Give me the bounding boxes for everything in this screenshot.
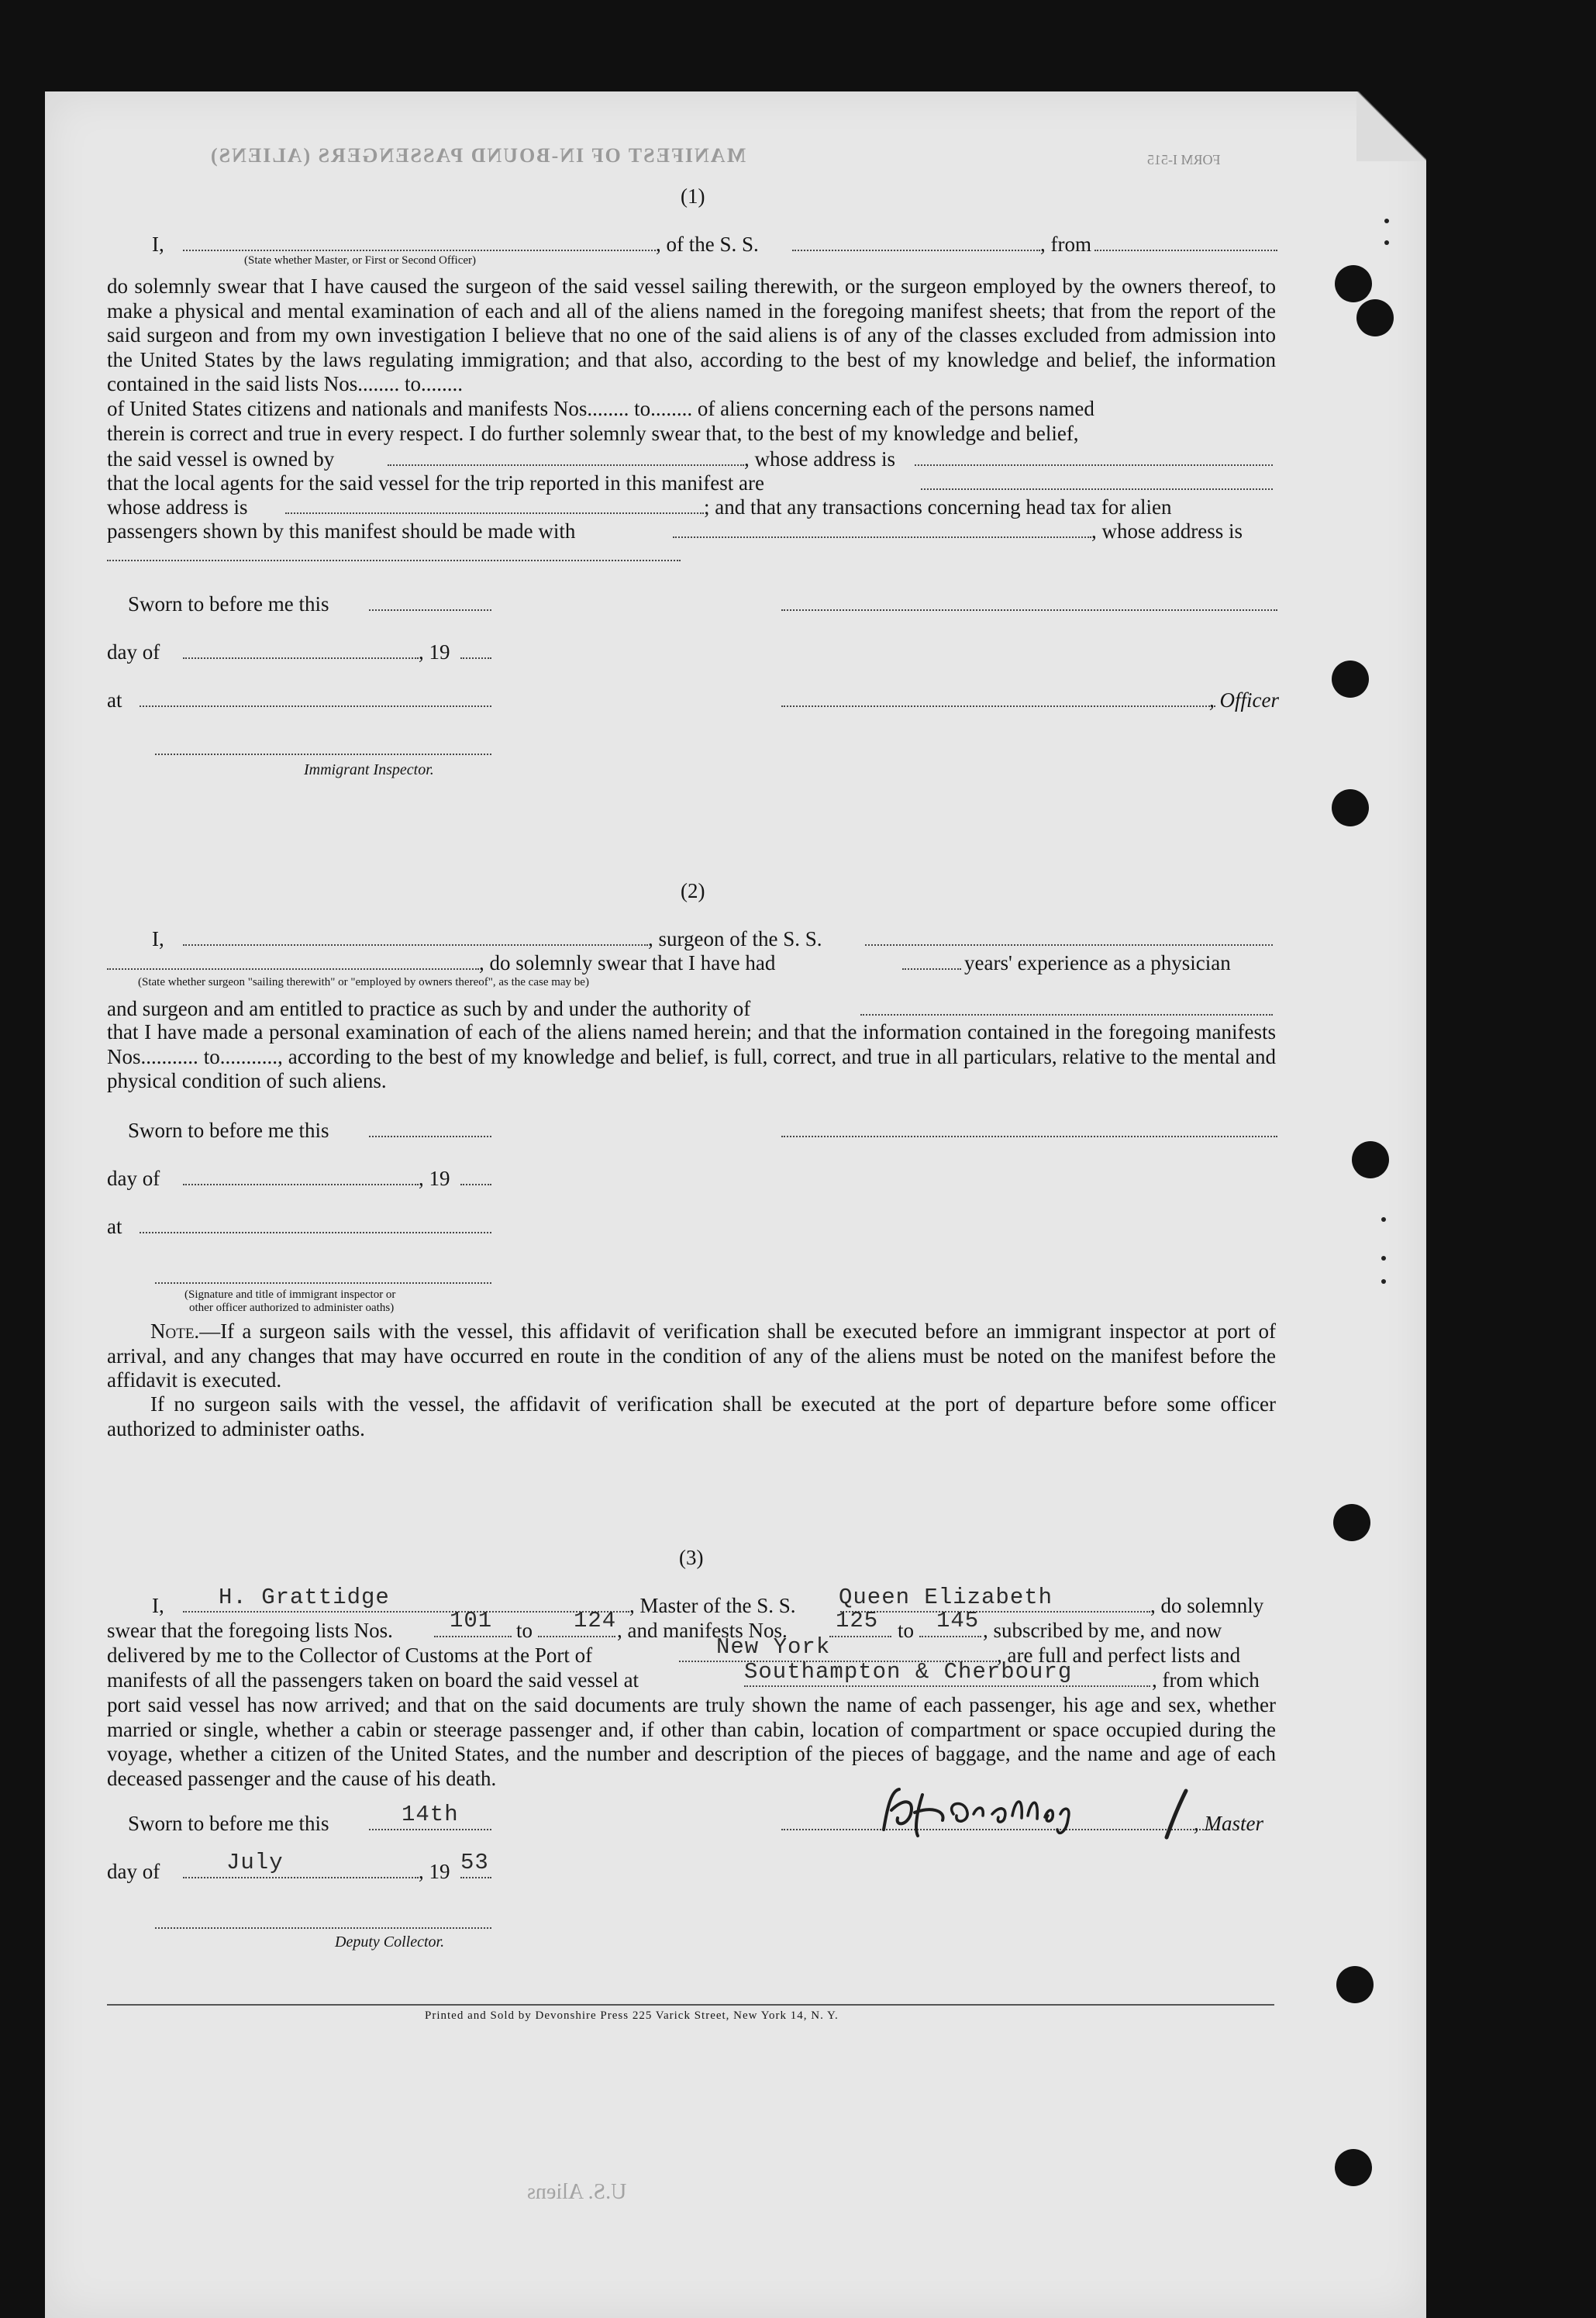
s2-surgeon-of: , surgeon of the S. S. [648,927,822,950]
s3-master-name[interactable]: H. Grattidge [219,1585,390,1610]
note-paragraph-2: If no surgeon sails with the vessel, the affidavit of verification shall be executed at the port of departure before some officer authorized to administer oaths. [107,1392,1276,1440]
s3-body: port said vessel has now arrived; and that on the said documents are truly shown the name of each passenger, his age and sex, whether married or single, whether a cabin or steerage passenger and, if other than cabin, location of compartment or space occupied during the voyage, whether a citizen of the United States, and the number and description of the pieces of baggage, and the name and age of each deceased passenger and the cause of his death. [107,1693,1276,1790]
s1-whose-address-3: , whose address is [1091,519,1243,543]
s1-officer-name-field[interactable] [183,250,656,251]
s1-owner-field[interactable] [388,464,744,466]
s2-sig-caption-1: (Signature and title of immigrant inspector or [184,1288,396,1301]
s3-departure-port[interactable]: Southampton & Cherbourg [744,1659,1073,1685]
section-1-number: (1) [681,185,705,208]
binder-hole [1333,1504,1370,1541]
torn-corner [1356,91,1426,161]
s3-manifests-to-line [919,1636,981,1637]
s3-full-lists: , are full and perfect lists and [997,1644,1241,1667]
s2-status-field[interactable] [107,968,479,970]
s2-day-of: day of [107,1167,160,1190]
s3-master-name-line [183,1611,629,1613]
s3-year-line [460,1877,491,1878]
s1-from: , from [1040,233,1091,256]
s1-agent-address-field[interactable] [285,512,704,514]
s1-agents: that the local agents for the said vessel for the trip reported in this manifest are [107,471,764,495]
s3-lists-to[interactable]: 124 [574,1608,617,1633]
s3-port[interactable]: New York [716,1634,831,1660]
s1-line-citizens: of United States citizens and nationals and manifests Nos........ to........ of aliens concerning each of the persons named [107,397,1094,420]
s1-year: , 19 [419,640,450,664]
s1-day-of: day of [107,640,160,664]
s1-body: do solemnly swear that I have caused the surgeon of the said vessel sailing therewith, or the surgeon employed by the owners thereof, to make a physical and mental examination of each and all of the aliens named in the foregoing manifest sheets; that from the report of the said surgeon and from my own investigation I believe that no one of the said aliens is of any of the classes excluded from admission into the United States by the laws regulating immigration; and that also, according to the best of my knowledge and belief, the information contained in the said lists Nos........ to........ [107,274,1276,396]
s3-manifests-to[interactable]: 145 [936,1608,980,1633]
s3-lists-from[interactable]: 101 [450,1608,493,1633]
s1-owned-by: the said vessel is owned by [107,447,335,471]
s2-line-i: I, [152,927,164,950]
s3-to-1: to [516,1619,533,1642]
binder-hole [1335,265,1372,302]
s2-at-field[interactable] [140,1232,491,1233]
s3-year-suffix[interactable]: 53 [460,1850,489,1875]
s1-contact-address-field[interactable] [107,560,681,561]
s2-sworn-field[interactable] [369,1136,491,1137]
s2-day-field[interactable] [183,1184,419,1185]
s2-surgeon-caption: (State whether surgeon "sailing therewith" or "employed by owners thereof", as the case may be) [138,976,589,988]
s2-authority: and surgeon and am entitled to practice as such by and under the authority of [107,997,751,1020]
s3-ship-name[interactable]: Queen Elizabeth [839,1585,1053,1610]
binder-hole [1352,1141,1389,1178]
speck [1384,219,1389,223]
s1-owner-address-field[interactable] [915,464,1273,466]
s3-year-prefix: , 19 [419,1860,450,1883]
binder-hole [1335,2149,1372,2186]
s2-inspector-signature-field[interactable] [155,1282,491,1284]
s1-sworn-field[interactable] [369,609,491,611]
s1-head-tax: ; and that any transactions concerning head tax for alien [704,495,1172,519]
s1-passengers: passengers shown by this manifest should be made with [107,519,576,543]
s2-body: that I have made a personal examination of each of the aliens named herein; and that the information contained in the foregoing manifests Nos........... to..........., according to the best of my knowledge and belief, is full, correct, and true in all particulars, relative to the mental and physical condition of such aliens. [107,1020,1276,1093]
s3-manifests-from-line [829,1636,891,1637]
s3-sworn-line [369,1829,491,1830]
s1-year-field[interactable] [460,657,491,659]
s3-sworn: Sworn to before me this [128,1812,329,1835]
s3-master-label: , Master [1194,1812,1263,1835]
binder-hole [1356,299,1394,336]
s2-swear: , do solemnly swear that I have had [479,951,776,974]
master-signature [868,1775,1225,1845]
s3-month[interactable]: July [226,1850,284,1875]
speck [1381,1217,1386,1222]
s3-from-which: , from which [1152,1668,1260,1692]
printer-imprint: Printed and Sold by Devonshire Press 225 Varick Street, New York 14, N. Y. [425,2009,839,2022]
section-3-number: (3) [679,1546,704,1569]
s2-years-field[interactable] [902,968,961,970]
s3-deputy-label: Deputy Collector. [335,1933,445,1951]
binder-hole [1336,1966,1374,2003]
note-label: Note. [150,1319,200,1343]
s3-subscribed: , subscribed by me, and now [983,1619,1222,1642]
s1-agents-field[interactable] [921,488,1273,490]
bleed-through-title: MANIFEST OF IN-BOUND PASSENGERS (ALIENS) [209,144,746,167]
s1-tax-contact-field[interactable] [673,536,1091,538]
s2-ship-field[interactable] [865,944,1273,946]
s1-officer-label: , Officer [1209,688,1279,712]
s2-sig-caption-2: other officer authorized to administer oaths) [189,1302,395,1314]
s3-manifests-all: manifests of all the passengers taken on board the said vessel at [107,1668,639,1692]
s2-year: , 19 [419,1167,450,1190]
s3-and-manifests: , and manifests Nos. [617,1619,788,1642]
s1-day-field[interactable] [183,657,419,659]
s3-do-solemnly: , do solemnly [1150,1594,1264,1617]
note-text-1: —If a surgeon sails with the vessel, this affidavit of verification shall be executed before an immigrant inspector at port of arrival, and any changes that may have occurred en route in the condition of any of the aliens must be noted on the manifest before the affidavit is executed. [107,1319,1276,1392]
s3-to-2: to [898,1619,915,1642]
s2-surgeon-name-field[interactable] [183,944,648,946]
footer-rule [107,2004,1274,2006]
s1-inspector-label: Immigrant Inspector. [304,761,434,778]
s3-day-of: day of [107,1860,160,1883]
s2-at: at [107,1215,122,1238]
s1-from-field[interactable] [1094,250,1277,251]
s1-at-field[interactable] [140,705,491,707]
bleed-through-form: FORM I-515 [1147,152,1221,167]
s3-swear-lists: swear that the foregoing lists Nos. [107,1619,393,1642]
s1-whose-address-2: whose address is [107,495,248,519]
s1-line-i: I, [152,233,164,256]
section-2-number: (2) [681,879,705,902]
s3-manifests-from[interactable]: 125 [836,1608,879,1633]
speck [1381,1256,1386,1261]
s3-departure-line [744,1685,1150,1687]
s3-sworn-day[interactable]: 14th [402,1802,459,1827]
s1-ship-field[interactable] [792,250,1040,251]
s2-sworn: Sworn to before me this [128,1119,329,1142]
bleed-through-bottom: U.S. Aliens [527,2180,627,2204]
s1-inspector-signature-field[interactable] [155,754,491,755]
s3-master-of: , Master of the S. S. [629,1594,796,1617]
s3-ship-line [840,1611,1150,1613]
s1-of-ss: , of the S. S. [656,233,759,256]
s1-officer-caption: (State whether Master, or First or Second Officer) [244,254,477,267]
s1-officer-line[interactable] [781,705,1215,707]
s2-surgeon-signature-field[interactable] [781,1136,1277,1137]
s3-lists-from-line [434,1636,512,1637]
s3-delivered: delivered by me to the Collector of Customs at the Port of [107,1644,593,1667]
speck [1381,1279,1386,1284]
s3-month-line [183,1877,419,1878]
s1-at: at [107,688,122,712]
s1-whose-address: , whose address is [744,447,895,471]
s1-sworn: Sworn to before me this [128,592,329,616]
s3-lists-to-line [538,1636,615,1637]
note-paragraph-1 [107,1319,1276,1393]
s3-line-i: I, [152,1594,164,1617]
binder-hole [1332,789,1369,826]
s2-year-field[interactable] [460,1184,491,1185]
s1-officer-signature-field[interactable] [781,609,1277,611]
s3-deputy-signature-field[interactable] [155,1927,491,1929]
s2-authority-field[interactable] [860,1014,1273,1016]
binder-hole [1332,661,1369,698]
s2-years-experience: years' experience as a physician [964,951,1231,974]
s1-line-therein: therein is correct and true in every respect. I do further solemnly swear that, to the best of my knowledge and belief, [107,422,1079,445]
speck [1384,240,1389,245]
